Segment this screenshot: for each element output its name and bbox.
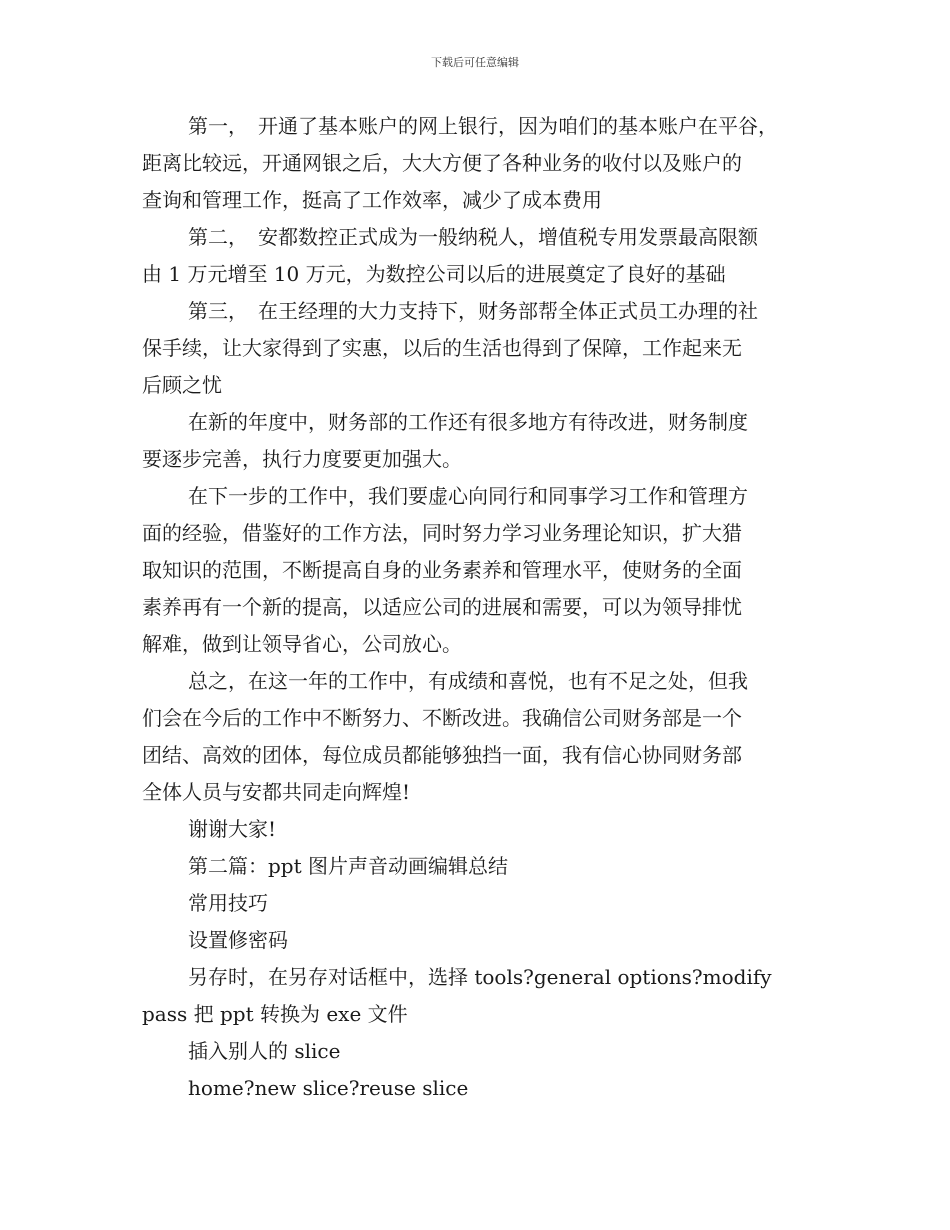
text-line: 们会在今后的工作中不断努力、不断改进。我确信公司财务部是一个 [142, 706, 742, 730]
text-line: 在新的年度中，财务部的工作还有很多地方有待改进，财务制度 [188, 410, 748, 434]
text-line: 要逐步完善，执行力度要更加强大。 [142, 447, 462, 471]
text-line: 查询和管理工作，挺高了工作效率，减少了成本费用 [142, 188, 602, 212]
text-line: pass 把 ppt 转换为 exe 文件 [142, 1002, 408, 1026]
text-line: 设置修密码 [188, 928, 288, 952]
text-line: home?new slice?reuse slice [188, 1076, 469, 1100]
text-line: 解难，做到让领导省心，公司放心。 [142, 632, 462, 656]
text-line: 第二篇：ppt 图片声音动画编辑总结 [188, 854, 508, 878]
text-line: 第三， 在王经理的大力支持下，财务部帮全体正式员工办理的社 [188, 299, 758, 323]
text-line: 面的经验，借鉴好的工作方法，同时努力学习业务理论知识，扩大猎 [142, 521, 742, 545]
text-line: 后顾之忧 [142, 373, 222, 397]
text-line: 另存时，在另存对话框中，选择 tools?general options?modify [188, 965, 772, 989]
text-line: 总之，在这一年的工作中，有成绩和喜悦，也有不足之处，但我 [188, 669, 748, 693]
text-line: 素养再有一个新的提高，以适应公司的进展和需要，可以为领导排忧 [142, 595, 742, 619]
text-line: 插入别人的 slice [188, 1039, 341, 1063]
text-line: 在下一步的工作中，我们要虚心向同行和同事学习工作和管理方 [188, 484, 748, 508]
text-line: 由 1 万元增至 10 万元，为数控公司以后的进展奠定了良好的基础 [142, 262, 726, 286]
text-line: 团结、高效的团体，每位成员都能够独挡一面，我有信心协同财务部 [142, 743, 742, 767]
text-line: 常用技巧 [188, 891, 268, 915]
text-line: 全体人员与安都共同走向辉煌! [142, 780, 411, 804]
page-header: 下载后可任意编辑 [431, 56, 519, 69]
text-line: 第一， 开通了基本账户的网上银行，因为咱们的基本账户在平谷， [188, 114, 778, 138]
text-line: 保手续，让大家得到了实惠，以后的生活也得到了保障，工作起来无 [142, 336, 742, 360]
text-line: 第二， 安都数控正式成为一般纳税人，增值税专用发票最高限额 [188, 225, 758, 249]
text-line: 谢谢大家! [188, 817, 277, 841]
text-line: 距离比较远，开通网银之后，大大方便了各种业务的收付以及账户的 [142, 151, 742, 175]
document-body [142, 108, 822, 1107]
text-line: 取知识的范围，不断提高自身的业务素养和管理水平，使财务的全面 [142, 558, 742, 582]
